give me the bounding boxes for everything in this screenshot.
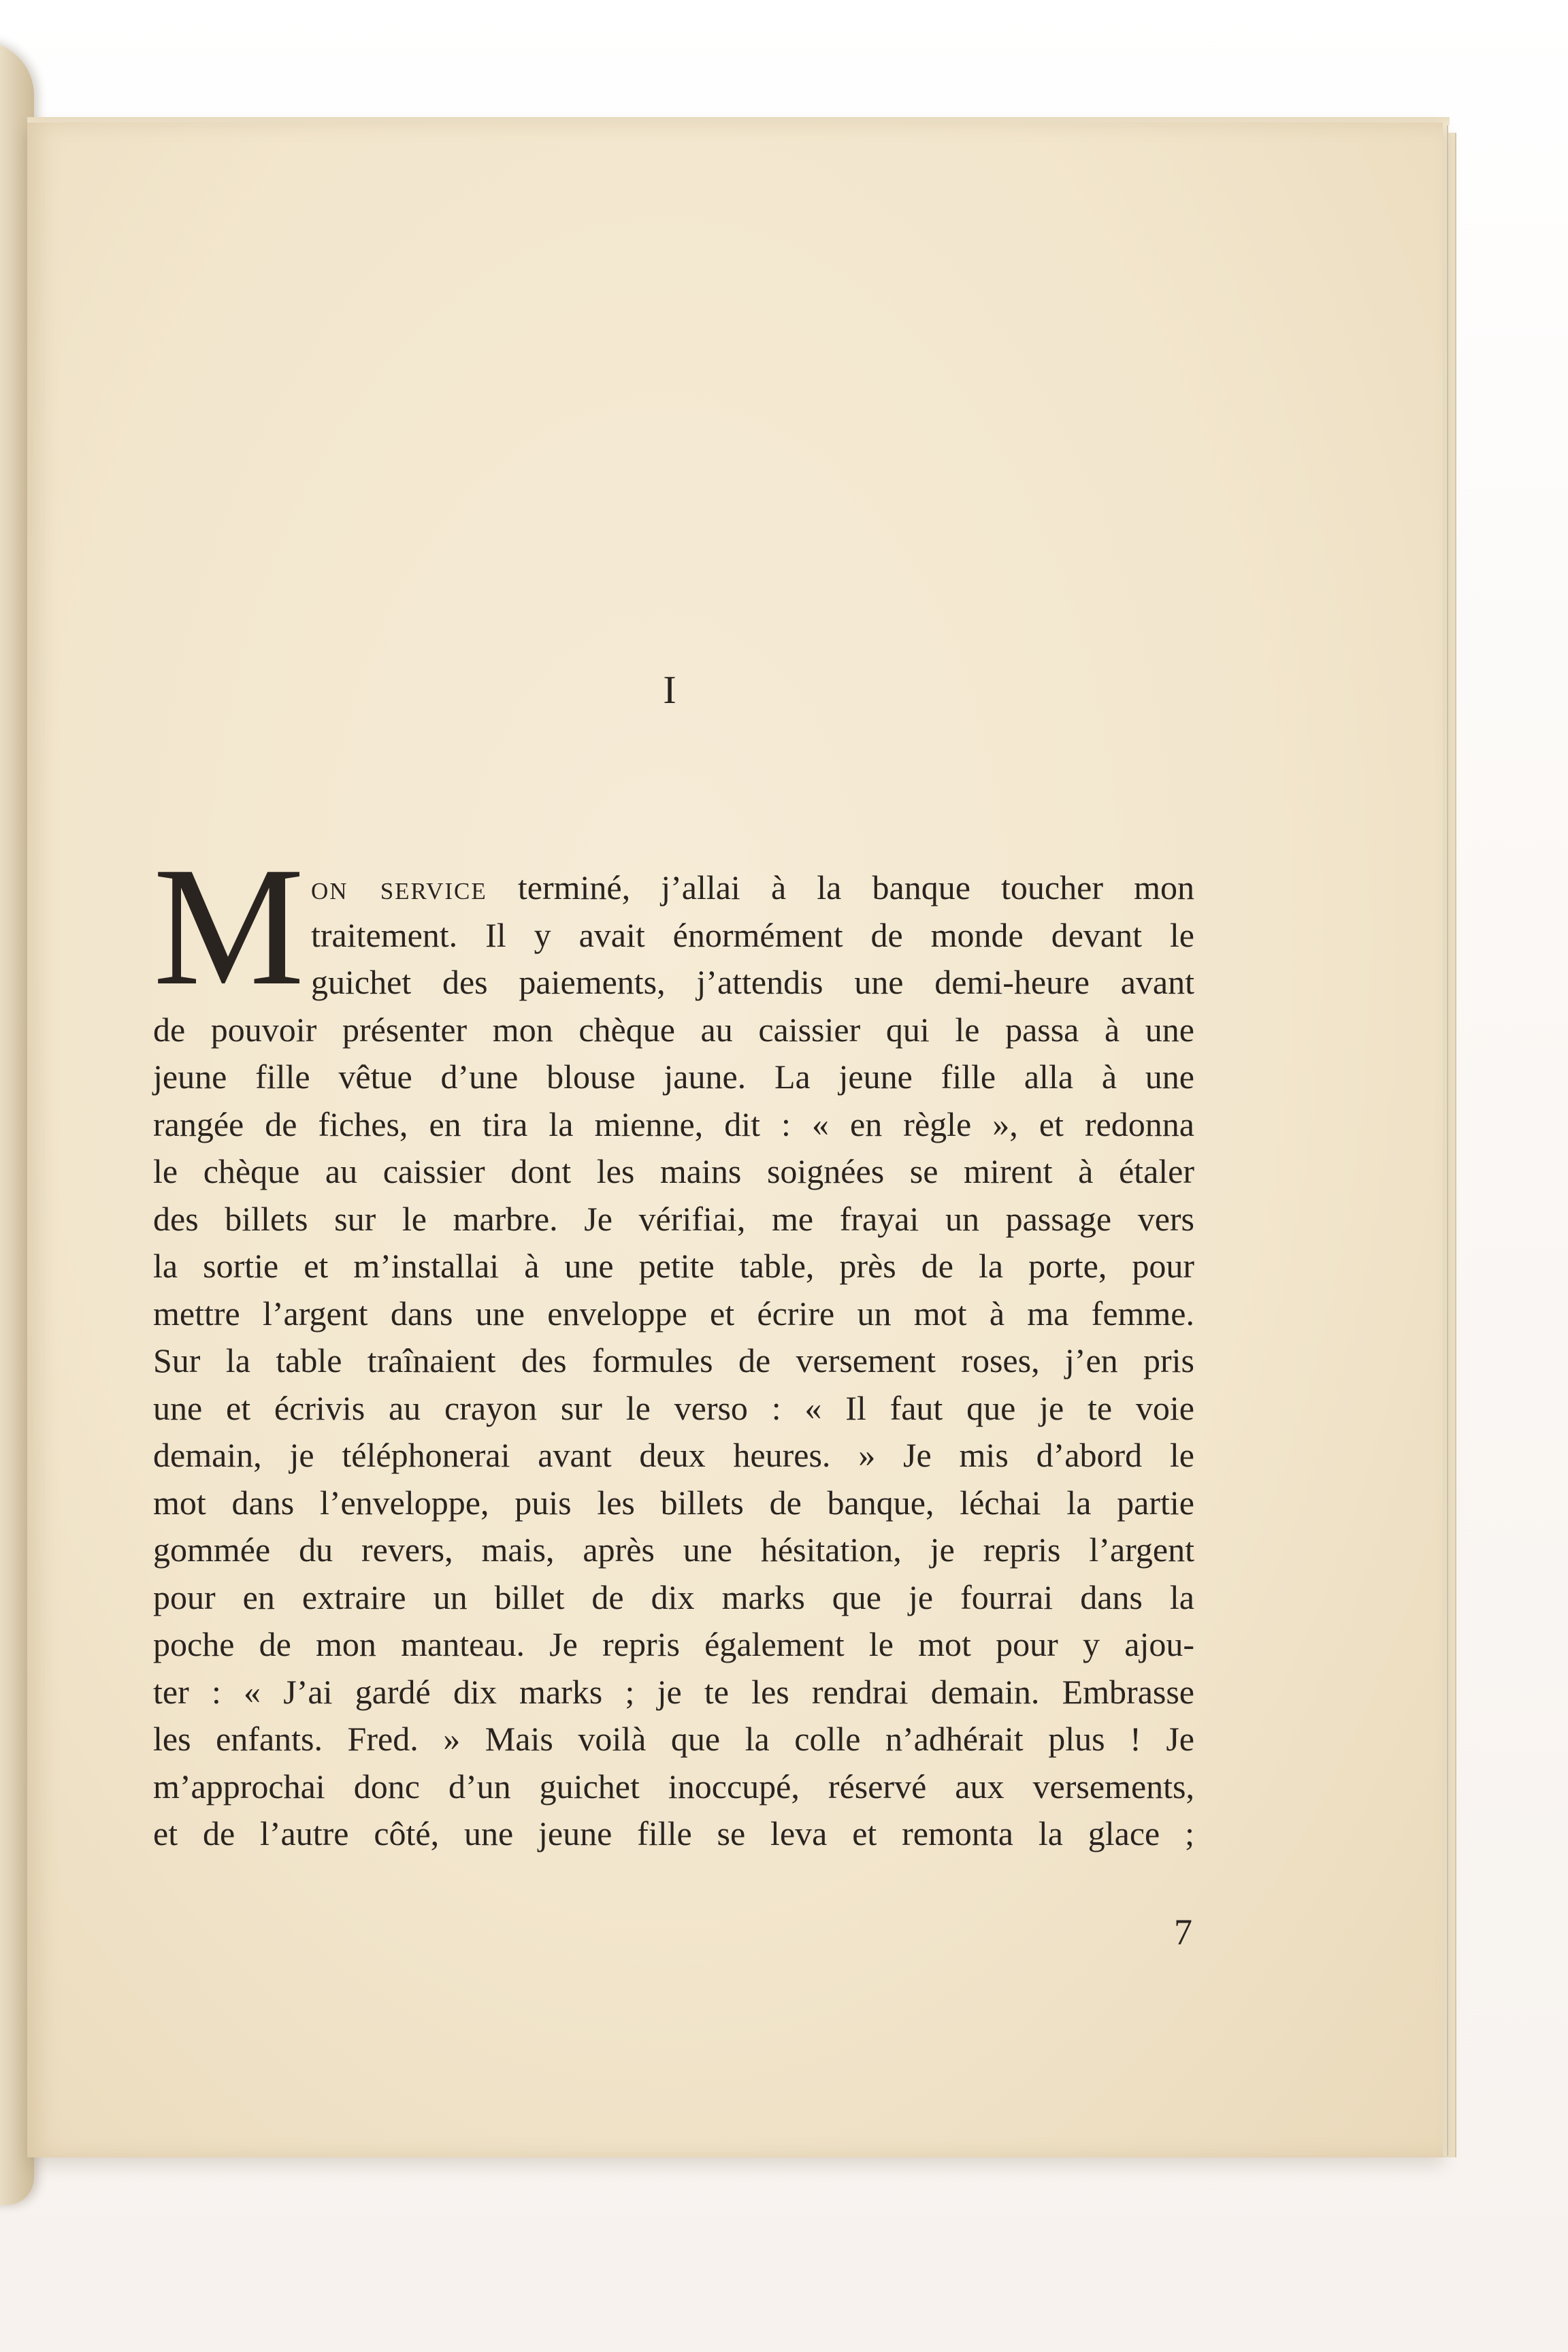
text-line: le chèque au caissier dont les mains soignées se mirent à étaler xyxy=(153,1152,1194,1190)
body-text xyxy=(153,864,1194,1858)
text-line: demain, je téléphonerai avant deux heures. » Je mis d’abord le xyxy=(153,1436,1194,1474)
text-line: pour en extraire un billet de dix marks que je fourrai dans la xyxy=(153,1578,1194,1616)
text-line: mot dans l’enveloppe, puis les billets de banque, léchai la partie xyxy=(153,1483,1194,1522)
text-line: guichet des paiements, j’attendis une demi-heure avant xyxy=(311,963,1194,1001)
text-line: m’approchai donc d’un guichet inoccupé, réservé aux versements, xyxy=(153,1767,1194,1806)
chapter-number: I xyxy=(663,668,678,712)
text-line: les enfants. Fred. » Mais voilà que la colle n’adhérait plus ! Je xyxy=(153,1720,1194,1758)
drop-cap: M xyxy=(153,832,305,1021)
page-number: 7 xyxy=(1174,1912,1192,1953)
text-line: des billets sur le marbre. Je vérifiai, me frayai un passage vers xyxy=(153,1199,1194,1238)
text-line: de pouvoir présenter mon chèque au caissier qui le passa à une xyxy=(153,1010,1194,1049)
small-caps-opening: on service xyxy=(311,868,487,906)
text-line: poche de mon manteau. Je repris également le mot pour y ajou- xyxy=(153,1625,1194,1663)
text-line: rangée de fiches, en tira la mienne, dit : « en règle », et redonna xyxy=(153,1105,1194,1143)
text-line: jeune fille vêtue d’une blouse jaune. La jeune fille alla à une xyxy=(153,1058,1194,1096)
text-line: traitement. Il y avait énormément de monde devant le xyxy=(311,915,1194,954)
text-line: gommée du revers, mais, après une hésitation, je repris l’argent xyxy=(153,1531,1194,1569)
text-line: la sortie et m’installai à une petite table, près de la porte, pour xyxy=(153,1247,1194,1285)
text-line: une et écrivis au crayon sur le verso : « Il faut que je te voie xyxy=(153,1388,1194,1427)
text-line: et de l’autre côté, une jeune fille se leva et remonta la glace ; xyxy=(153,1814,1194,1852)
text-line: on service terminé, j’allai à la banque toucher mon xyxy=(311,868,1194,906)
text-line: Sur la table traînaient des formules de versement roses, j’en pris xyxy=(153,1341,1194,1379)
text-line: mettre l’argent dans une enveloppe et écrire un mot à ma femme. xyxy=(153,1294,1194,1333)
text-line: ter : « J’ai gardé dix marks ; je te les rendrai demain. Embrasse xyxy=(153,1672,1194,1711)
